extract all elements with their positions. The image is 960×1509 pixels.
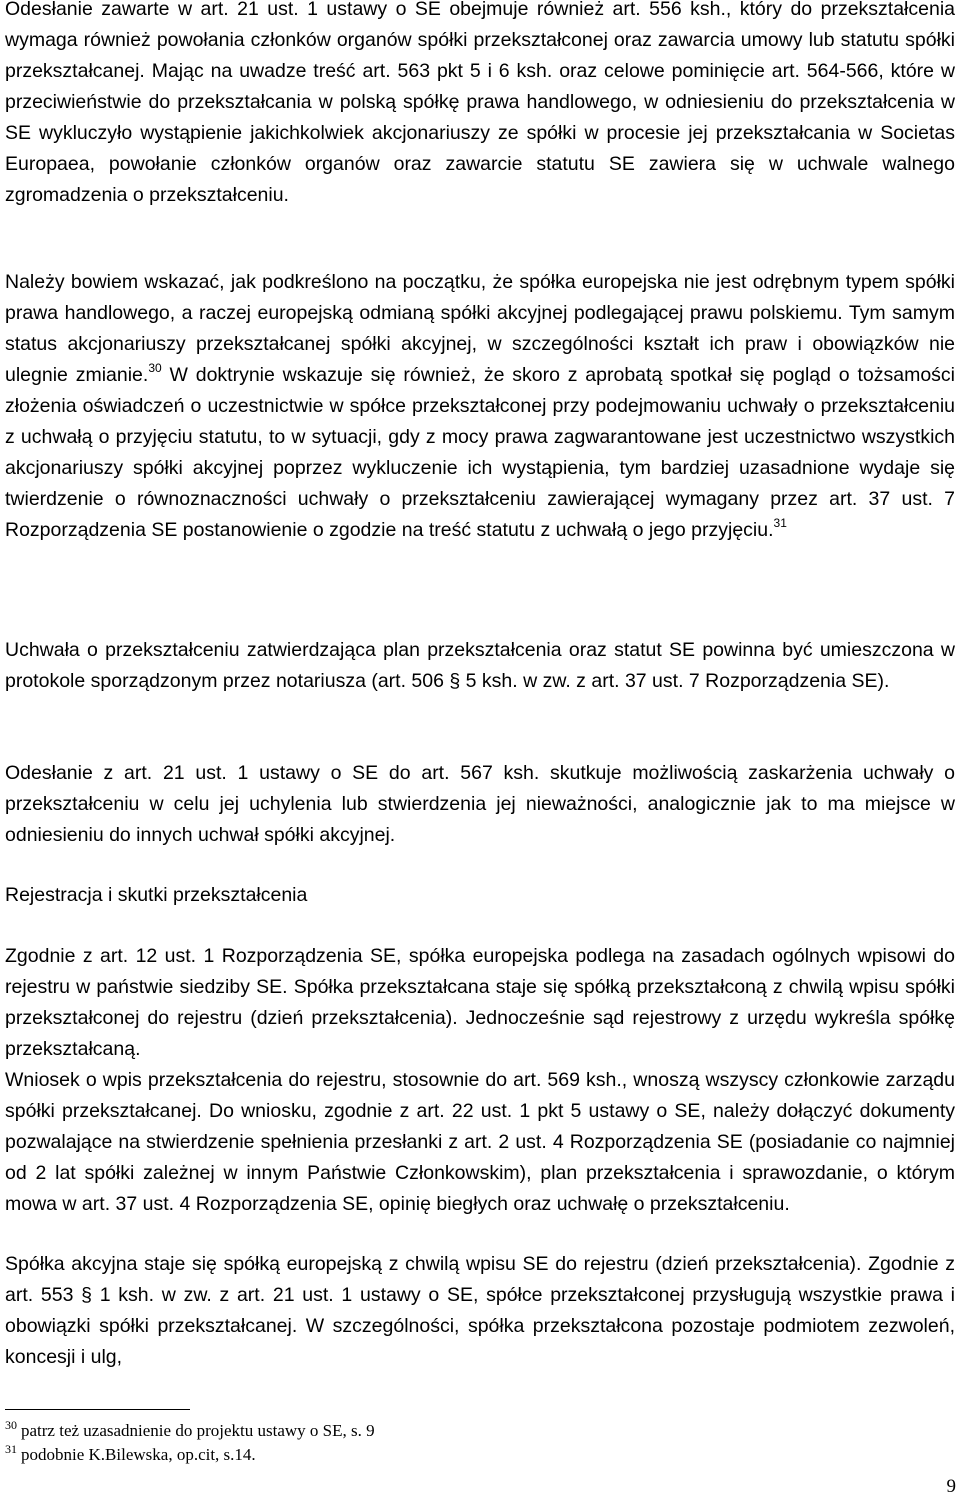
paragraph-1: Odesłanie zawarte w art. 21 ust. 1 ustawy o SE obejmuje również art. 556 ksh., który do przekształcenia wymaga również powołania członków organów spółki przekształconej oraz zawarcia umowy lub statutu spółki przekształcanej. Mając na uwadze treść art. 563 pkt 5 i 6 ksh. oraz celowe pominięcie art. 564-566, które w przeciwieństwie do przekształcania w polską spółkę prawa handlowego, w odniesieniu do przekształcenia w SE wykluczyło wystąpienie jakichkolwiek akcjonariuszy ze spółki w procesie jej przekształcania w Societas Europaea, powołanie członków organów oraz zawarcie statutu SE zawiera się w uchwale walnego zgromadzenia o przekształceniu. — [5, 0, 955, 206]
footnote-text: patrz też uzasadnienie do projektu ustawy o SE, s. 9 — [21, 1421, 375, 1440]
footnote-31 — [5, 1444, 905, 1466]
footnote-number: 30 — [5, 1418, 17, 1432]
footnote-ref-30: 30 — [148, 361, 162, 375]
paragraph-2-text-b: W doktrynie wskazuje się również, że skoro z aprobatą spotkał się pogląd o tożsamości złożenia oświadczeń o uczestnictwie w spółce przekształconej przy podejmowaniu uchwały o przekształceniu z uchwałą o przyjęciu statutu, to w sytuacji, gdy z mocy prawa zagwarantowane jest uczestnictwo wszystkich akcjonariuszy spółki akcyjnej poprzez wykluczenie ich wystąpienia, tym bardziej uzasadnione wydaje się twierdzenie o równoznaczności uchwały o przekształceniu zawierającej wymagany przez art. 37 ust. 7 Rozporządzenia SE postanowienie o zgodzie na treść statutu z uchwałą o jego przyjęciu. — [5, 364, 955, 541]
footnote-ref-31: 31 — [773, 516, 787, 530]
paragraph-2 — [5, 267, 955, 546]
footnote-text: podobnie K.Bilewska, op.cit, s.14. — [21, 1445, 256, 1464]
paragraph-3: Uchwała o przekształceniu zatwierdzająca plan przekształcenia oraz statut SE powinna być umieszczona w protokole sporządzonym przez notariusza (art. 506 § 5 ksh. w zw. z art. 37 ust. 7 Rozporządzenia SE). — [5, 639, 955, 692]
footnote-number: 31 — [5, 1442, 17, 1456]
footnote-30 — [5, 1420, 905, 1442]
paragraph-5: Zgodnie z art. 12 ust. 1 Rozporządzenia SE, spółka europejska podlega na zasadach ogólnych wpisowi do rejestru w państwie siedziby SE. Spółka przekształcana staje się spółką przekształconą z chwilą wpisu spółki przekształconej do rejestru (dzień przekształcenia). Jednocześnie sąd rejestrowy z urzędu wykreśla spółkę przekształcaną. — [5, 945, 955, 1060]
paragraph-7: Spółka akcyjna staje się spółką europejską z chwilą wpisu SE do rejestru (dzień przekształcenia). Zgodnie z art. 553 § 1 ksh. w zw. z art. 21 ust. 1 ustawy o SE, spółce przekształconej przysługują wszystkie prawa i obowiązki spółki przekształcanej. W szczególności, spółka przekształcona pozostaje podmiotem zezwoleń, koncesji i ulg, — [5, 1253, 955, 1368]
paragraph-4: Odesłanie z art. 21 ust. 1 ustawy o SE do art. 567 ksh. skutkuje możliwością zaskarżenia uchwały o przekształceniu w celu jej uchylenia lub stwierdzenia jej nieważności, analogicznie jak to ma miejsce w odniesieniu do innych uchwał spółki akcyjnej. — [5, 762, 955, 846]
footnote-separator — [5, 1409, 190, 1410]
page-number: 9 — [946, 1476, 956, 1497]
section-heading: Rejestracja i skutki przekształcenia — [5, 884, 308, 906]
paragraph-2-text-a: Należy bowiem wskazać, jak podkreślono na początku, że spółka europejska nie jest odrębnym typem spółki prawa handlowego, a raczej europejską odmianą spółki akcyjnej podlegającej prawu polskiemu. Tym samym status akcjonariuszy przekształcanej spółki akcyjnej, w szczególności kształt ich praw i obowiązków nie ulegnie zmianie. — [5, 271, 955, 386]
paragraph-6: Wniosek o wpis przekształcenia do rejestru, stosownie do art. 569 ksh., wnoszą wszyscy członkowie zarządu spółki przekształcanej. Do wniosku, zgodnie z art. 22 ust. 1 pkt 5 ustawy o SE, należy dołączyć dokumenty pozwalające na stwierdzenie spełnienia przesłanki z art. 2 ust. 4 Rozporządzenia SE (posiadanie co najmniej od 2 lat spółki zależnej w innym Państwie Członkowskim), plan przekształcenia i sprawozdanie, o którym mowa w art. 37 ust. 4 Rozporządzenia SE, opinię biegłych oraz uchwałę o przekształceniu. — [5, 1069, 955, 1215]
